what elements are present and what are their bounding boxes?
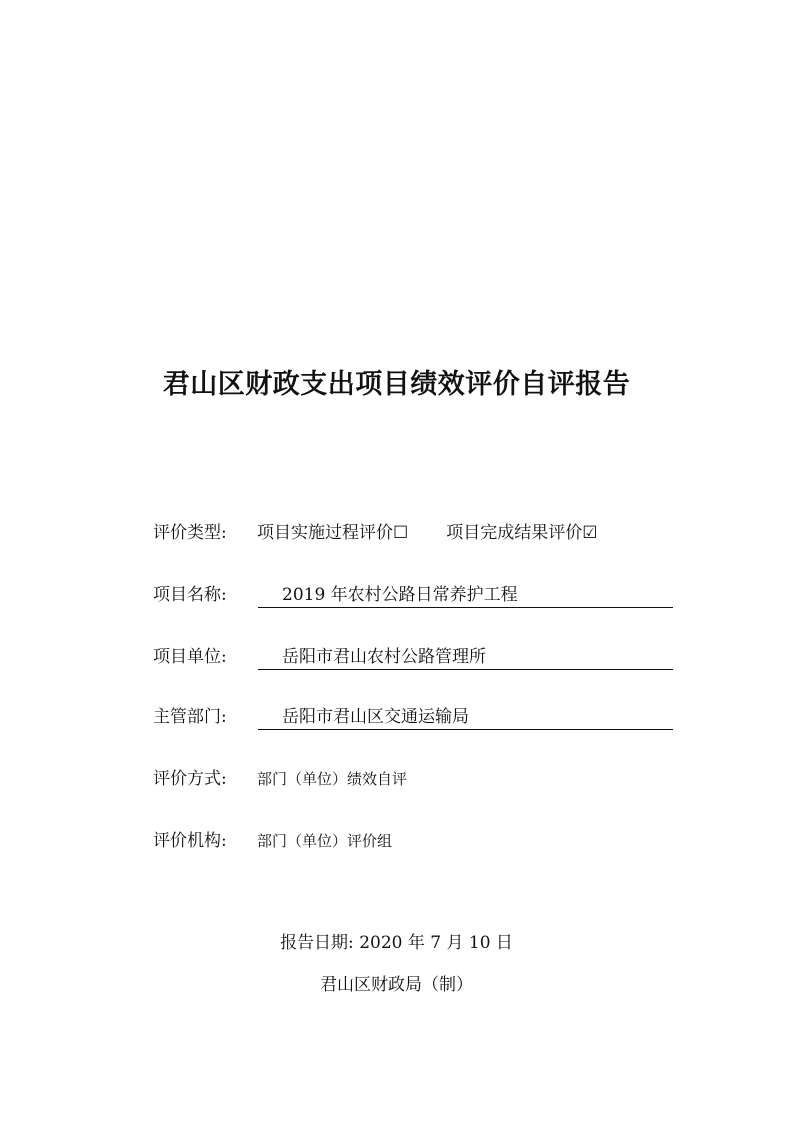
issuer: 君山区财政局（制） xyxy=(320,975,473,995)
project-unit-value: 岳阳市君山农村公路管理所 xyxy=(258,644,673,670)
evaluation-method-value: 部门（单位）绩效自评 xyxy=(257,770,408,788)
project-unit-label: 项目单位: xyxy=(153,647,227,667)
supervising-dept-row xyxy=(153,704,257,730)
project-unit-row xyxy=(153,644,257,670)
evaluation-org-value: 部门（单位）评价组 xyxy=(257,832,393,850)
evaluation-type-label: 评价类型: xyxy=(153,523,227,543)
process-evaluation-option[interactable]: 项目实施过程评价☐ xyxy=(257,523,409,543)
result-evaluation-option[interactable]: 项目完成结果评价☑ xyxy=(446,523,598,543)
project-name-label: 项目名称: xyxy=(153,585,227,605)
evaluation-type-options xyxy=(257,520,598,546)
evaluation-org-label: 评价机构: xyxy=(153,831,227,851)
supervising-dept-value: 岳阳市君山区交通运输局 xyxy=(258,704,673,730)
project-name-row xyxy=(153,582,257,608)
report-date: 报告日期: 2020 年 7 月 10 日 xyxy=(280,933,513,953)
evaluation-org-row xyxy=(153,828,392,854)
supervising-dept-label: 主管部门: xyxy=(153,707,227,727)
project-name-value: 2019 年农村公路日常养护工程 xyxy=(258,582,673,608)
evaluation-method-label: 评价方式: xyxy=(153,769,227,789)
report-title: 君山区财政支出项目绩效评价自评报告 xyxy=(162,369,631,400)
evaluation-type-row xyxy=(153,520,598,546)
evaluation-method-row xyxy=(153,766,407,792)
